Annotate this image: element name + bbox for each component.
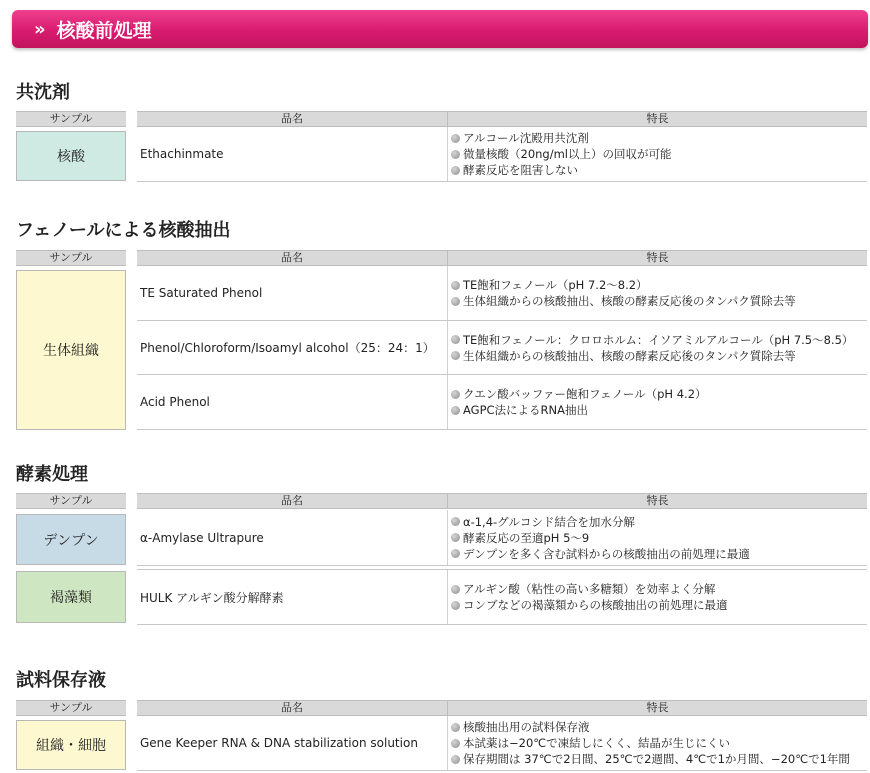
table-row — [137, 127, 867, 182]
product-name: Gene Keeper RNA & DNA stabilization solution — [140, 736, 418, 750]
bullet-icon — [451, 150, 460, 159]
product-name: Phenol/Chloroform/Isoamyl alcohol（25：24：1） — [140, 341, 435, 355]
header-sample: サンプル — [16, 493, 126, 509]
column-divider — [447, 375, 448, 429]
bullet-icon — [451, 549, 460, 558]
feature-item: 酵素反応の至適pH 5〜9 — [451, 530, 865, 546]
bullet-icon — [451, 281, 460, 290]
page-title: 核酸前処理 — [56, 19, 152, 42]
bullet-icon — [451, 134, 460, 143]
header-feature: 特長 — [447, 250, 867, 266]
feature-item: 本試薬は−20℃で凍結しにくく、結晶が生じにくい — [451, 735, 865, 751]
column-divider — [447, 510, 448, 565]
bullet-icon — [451, 517, 460, 526]
table-row — [137, 569, 867, 625]
bullet-icon — [451, 723, 460, 732]
table-row — [137, 266, 867, 321]
feature-list — [451, 510, 865, 565]
feature-item: 酵素反応を阻害しない — [451, 162, 865, 178]
product-name: TE Saturated Phenol — [140, 286, 263, 300]
feature-item: 生体組織からの核酸抽出、核酸の酵素反応後のタンパク質除去等 — [451, 293, 865, 309]
feature-item: AGPC法によるRNA抽出 — [451, 402, 865, 418]
sample-label: 褐藻類 — [16, 571, 126, 623]
feature-item: 微量核酸（20ng/ml以上）の回収が可能 — [451, 146, 865, 162]
header-name: 品名 — [137, 700, 447, 716]
feature-list — [451, 570, 865, 624]
section-title-enzyme-treatment: 酵素処理 — [16, 464, 88, 485]
column-divider — [447, 127, 448, 181]
column-divider — [447, 716, 448, 770]
section-title-coprecipitant: 共沈剤 — [16, 82, 70, 103]
table-row — [137, 375, 867, 430]
header-name: 品名 — [137, 111, 447, 127]
header-sample: サンプル — [16, 700, 126, 716]
double-chevron-icon: » — [34, 18, 43, 40]
bullet-icon — [451, 297, 460, 306]
header-feature: 特長 — [447, 493, 867, 509]
column-divider — [447, 570, 448, 624]
feature-list — [451, 321, 865, 374]
feature-list — [451, 127, 865, 181]
header-feature: 特長 — [447, 700, 867, 716]
section-title-storage-solution: 試料保存液 — [16, 670, 106, 691]
header-sample: サンプル — [16, 111, 126, 127]
feature-list — [451, 716, 865, 770]
bullet-icon — [451, 406, 460, 415]
bullet-icon — [451, 585, 460, 594]
feature-item: デンプンを多く含む試料からの核酸抽出の前処理に最適 — [451, 546, 865, 562]
sample-label: 核酸 — [16, 131, 126, 181]
table-row — [137, 716, 867, 771]
bullet-icon — [451, 755, 460, 764]
product-name: HULK アルギン酸分解酵素 — [140, 590, 284, 605]
product-name: Acid Phenol — [140, 395, 210, 409]
product-name: Ethachinmate — [140, 147, 224, 161]
feature-item: TE飽和フェノール：クロロホルム：イソアミルアルコール（pH 7.5〜8.5） — [451, 332, 865, 348]
feature-item: コンブなどの褐藻類からの核酸抽出の前処理に最適 — [451, 597, 865, 613]
feature-item: 核酸抽出用の試料保存液 — [451, 719, 865, 735]
section-title-phenol-extraction: フェノールによる核酸抽出 — [16, 220, 231, 241]
header-sample: サンプル — [16, 250, 126, 266]
bullet-icon — [451, 166, 460, 175]
feature-item: 保存期間は 37℃で2日間、25℃で2週間、4℃で1か月間、−20℃で1年間 — [451, 751, 865, 767]
sample-label: デンプン — [16, 514, 126, 565]
feature-item: アルコール沈殿用共沈剤 — [451, 130, 865, 146]
header-feature: 特長 — [447, 111, 867, 127]
table-row — [137, 510, 867, 566]
feature-item: 生体組織からの核酸抽出、核酸の酵素反応後のタンパク質除去等 — [451, 348, 865, 364]
feature-item: TE飽和フェノール（pH 7.2〜8.2） — [451, 277, 865, 293]
page-banner — [12, 10, 868, 48]
feature-item: クエン酸バッファー飽和フェノール（pH 4.2） — [451, 386, 865, 402]
bullet-icon — [451, 335, 460, 344]
feature-list — [451, 266, 865, 320]
product-name: α-Amylase Ultrapure — [140, 530, 264, 545]
feature-item: α-1,4-グルコシド結合を加水分解 — [451, 514, 865, 530]
bullet-icon — [451, 739, 460, 748]
bullet-icon — [451, 533, 460, 542]
bullet-icon — [451, 351, 460, 360]
header-name: 品名 — [137, 493, 447, 509]
bullet-icon — [451, 390, 460, 399]
sample-label: 生体組織 — [16, 270, 126, 430]
column-divider — [447, 321, 448, 374]
column-divider — [447, 266, 448, 320]
feature-list — [451, 375, 865, 429]
bullet-icon — [451, 601, 460, 610]
feature-item: アルギン酸（粘性の高い多糖類）を効率よく分解 — [451, 581, 865, 597]
table-row — [137, 321, 867, 375]
header-name: 品名 — [137, 250, 447, 266]
sample-label: 組織・細胞 — [16, 720, 126, 770]
